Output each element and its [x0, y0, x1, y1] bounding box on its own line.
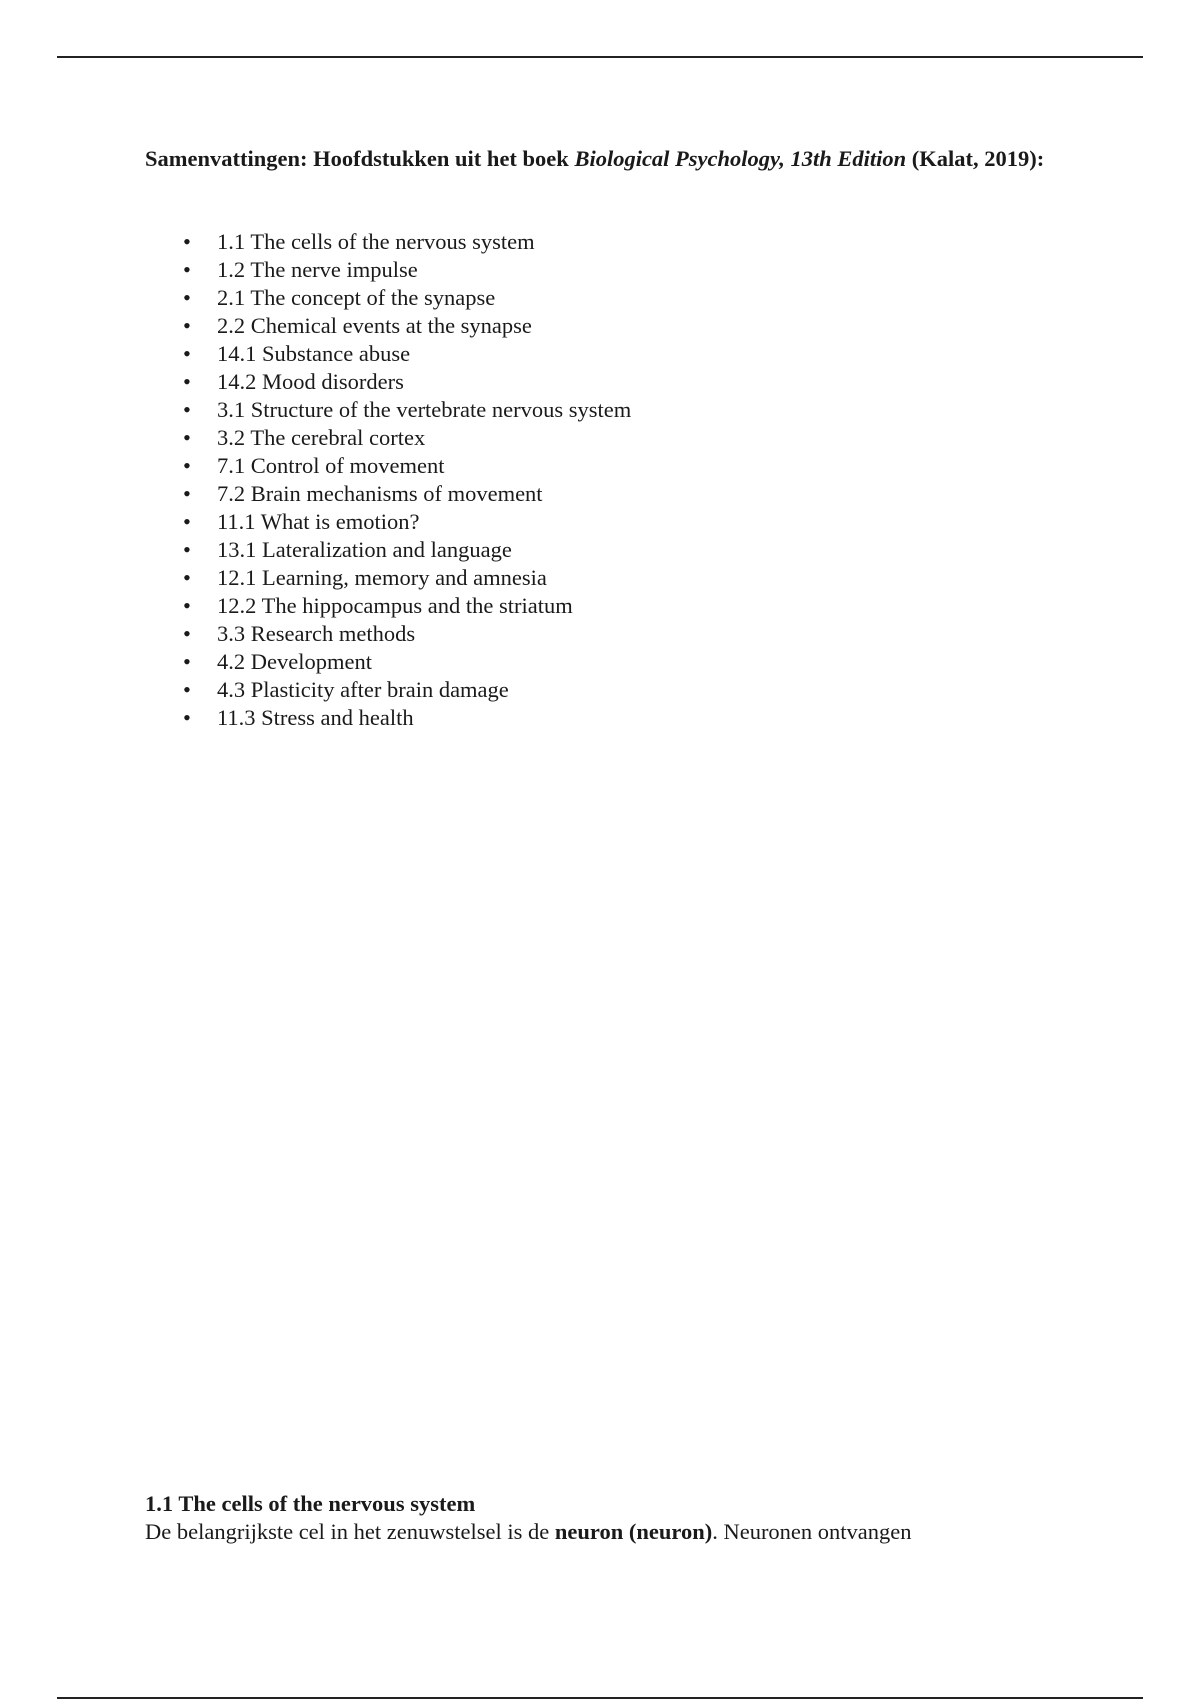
list-item — [145, 228, 631, 256]
list-item — [145, 536, 631, 564]
list-item-label: 11.3 Stress and health — [217, 705, 414, 730]
bullet-icon: • — [183, 705, 191, 730]
section-paragraph — [145, 1518, 1055, 1546]
bullet-icon: • — [183, 425, 191, 450]
list-item — [145, 676, 631, 704]
list-item-label: 1.1 The cells of the nervous system — [217, 229, 535, 254]
bottom-rule — [57, 1697, 1143, 1699]
list-item-label: 11.1 What is emotion? — [217, 509, 420, 534]
document-title — [145, 145, 1055, 173]
bullet-icon: • — [183, 509, 191, 534]
list-item-label: 14.2 Mood disorders — [217, 369, 404, 394]
list-item — [145, 256, 631, 284]
list-item-label: 2.2 Chemical events at the synapse — [217, 313, 532, 338]
bullet-icon: • — [183, 313, 191, 338]
list-item-label: 3.3 Research methods — [217, 621, 416, 646]
bullet-icon: • — [183, 481, 191, 506]
list-item — [145, 284, 631, 312]
book-title: Biological Psychology, 13th Edition — [574, 146, 907, 171]
bullet-icon: • — [183, 397, 191, 422]
list-item-label: 3.1 Structure of the vertebrate nervous system — [217, 397, 632, 422]
list-item-label: 2.1 The concept of the synapse — [217, 285, 496, 310]
title-suffix: (Kalat, 2019): — [906, 146, 1045, 171]
list-item — [145, 312, 631, 340]
paragraph-term: neuron (neuron) — [554, 1519, 713, 1544]
list-item-label: 12.2 The hippocampus and the striatum — [217, 593, 573, 618]
paragraph-text: De belangrijkste cel in het zenuwstelsel is de — [145, 1519, 555, 1544]
document-body — [145, 145, 1055, 1544]
list-item — [145, 648, 631, 676]
bullet-icon: • — [183, 621, 191, 646]
bullet-icon: • — [183, 593, 191, 618]
list-item-label: 1.2 The nerve impulse — [217, 257, 418, 282]
list-item — [145, 564, 631, 592]
list-item-label: 4.2 Development — [217, 649, 372, 674]
bullet-icon: • — [183, 677, 191, 702]
list-item — [145, 592, 631, 620]
list-item-label: 14.1 Substance abuse — [217, 341, 411, 366]
bullet-icon: • — [183, 341, 191, 366]
list-item-label: 4.3 Plasticity after brain damage — [217, 677, 509, 702]
paragraph-text-continued: . Neuronen ontvangen — [712, 1519, 912, 1544]
bullet-icon: • — [183, 285, 191, 310]
list-item — [145, 340, 631, 368]
bullet-icon: • — [183, 257, 191, 282]
list-item-label: 7.2 Brain mechanisms of movement — [217, 481, 543, 506]
list-item-label: 3.2 The cerebral cortex — [217, 425, 426, 450]
list-item — [145, 368, 631, 396]
list-item — [145, 508, 631, 536]
chapter-list — [145, 228, 631, 732]
list-item-label: 12.1 Learning, memory and amnesia — [217, 565, 547, 590]
list-item — [145, 704, 631, 732]
bullet-icon: • — [183, 453, 191, 478]
list-item — [145, 620, 631, 648]
section-heading: 1.1 The cells of the nervous system — [145, 1491, 476, 1516]
bullet-icon: • — [183, 369, 191, 394]
section-1-1 — [145, 1490, 1055, 1546]
bullet-icon: • — [183, 229, 191, 254]
top-rule — [57, 56, 1143, 58]
list-item-label: 13.1 Lateralization and language — [217, 537, 512, 562]
list-item — [145, 396, 631, 424]
list-item-label: 7.1 Control of movement — [217, 453, 445, 478]
bullet-icon: • — [183, 537, 191, 562]
list-item — [145, 424, 631, 452]
title-prefix: Samenvattingen: Hoofdstukken uit het boek — [145, 146, 575, 171]
bullet-icon: • — [183, 649, 191, 674]
list-item — [145, 480, 631, 508]
bullet-icon: • — [183, 565, 191, 590]
list-item — [145, 452, 631, 480]
